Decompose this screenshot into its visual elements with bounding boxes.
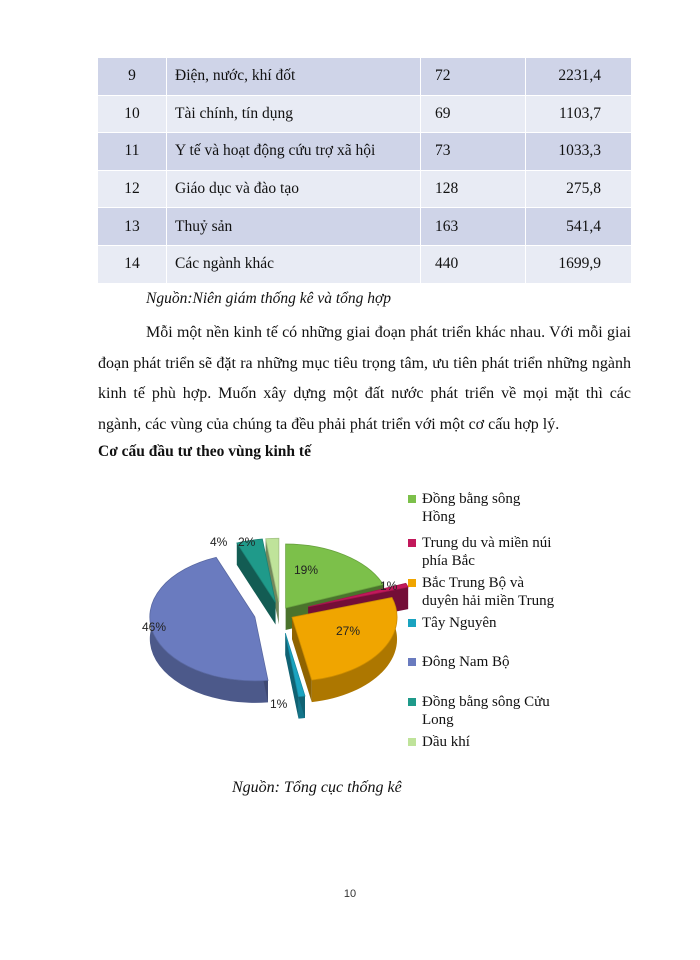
legend-item xyxy=(408,574,608,610)
row-count: 163 xyxy=(421,208,526,246)
row-number: 14 xyxy=(98,245,167,283)
legend-label-line: Bắc Trung Bộ và xyxy=(422,575,525,591)
legend-item xyxy=(408,693,608,729)
pie-data-label: 19% xyxy=(294,563,319,577)
legend-label xyxy=(422,733,470,751)
legend-swatch xyxy=(408,698,416,706)
legend-label-line: duyên hải miền Trung xyxy=(422,593,555,609)
legend-label-line: Tây Nguyên xyxy=(422,615,497,631)
row-value: 1033,3 xyxy=(526,133,632,171)
row-sector: Giáo dục và đào tạo xyxy=(167,170,421,208)
table-row xyxy=(98,208,631,246)
table-row xyxy=(98,170,631,208)
row-count: 128 xyxy=(421,170,526,208)
chart-source-note: Nguồn: Tổng cục thống kê xyxy=(232,779,402,796)
row-sector: Thuỷ sản xyxy=(167,208,421,246)
table-row xyxy=(98,58,631,95)
legend-label-line: Hồng xyxy=(422,509,456,525)
body-paragraph: Mỗi một nền kinh tế có những giai đoạn phát triển khác nhau. Với mỗi giai đoạn phát triển sẽ đặt ra những mục tiêu trọng tâm, ưu tiên phát triển những ngành kinh tế phù hợp. Muốn xây dựng một đất nước phát triển về mọi mặt thì các ngành, các vùng của chúng ta đều phải phát triển với một cơ cấu hợp lý. xyxy=(98,324,631,433)
row-value: 1699,9 xyxy=(526,245,632,283)
table-source-note: Nguồn:Niên giám thống kê và tổng hợp xyxy=(146,290,392,307)
legend-swatch xyxy=(408,495,416,503)
row-value: 1103,7 xyxy=(526,95,632,133)
table-row xyxy=(98,245,631,283)
legend-item xyxy=(408,490,608,526)
legend-swatch xyxy=(408,619,416,627)
row-number: 10 xyxy=(98,95,167,133)
row-sector: Các ngành khác xyxy=(167,245,421,283)
legend-label xyxy=(422,693,550,729)
row-count: 72 xyxy=(421,58,526,95)
legend-label-line: Long xyxy=(422,712,454,728)
row-number: 11 xyxy=(98,133,167,171)
row-value: 275,8 xyxy=(526,170,632,208)
legend-swatch xyxy=(408,658,416,666)
row-count: 440 xyxy=(421,245,526,283)
legend-label xyxy=(422,574,554,610)
legend-label-line: Trung du và miền núi xyxy=(422,535,552,551)
investment-table xyxy=(98,58,631,284)
legend-label xyxy=(422,614,497,632)
row-value: 2231,4 xyxy=(526,58,632,95)
legend-label xyxy=(422,534,551,570)
legend-item xyxy=(408,733,608,751)
row-sector: Y tế và hoạt động cứu trợ xã hội xyxy=(167,133,421,171)
legend-item xyxy=(408,534,608,570)
legend-label-line: phía Bắc xyxy=(422,553,475,569)
table-row xyxy=(98,133,631,171)
legend-swatch xyxy=(408,738,416,746)
row-value: 541,4 xyxy=(526,208,632,246)
legend-label-line: Dầu khí xyxy=(422,734,470,750)
pie-data-label: 1% xyxy=(270,697,288,711)
row-count: 69 xyxy=(421,95,526,133)
legend-item xyxy=(408,614,608,632)
legend-label-line: Đồng bằng sông Cửu xyxy=(422,694,550,710)
legend-label xyxy=(422,653,510,671)
row-number: 13 xyxy=(98,208,167,246)
legend-label xyxy=(422,490,520,526)
row-sector: Tài chính, tín dụng xyxy=(167,95,421,133)
row-sector: Điện, nước, khí đốt xyxy=(167,58,421,95)
chart-heading: Cơ cấu đầu tư theo vùng kinh tế xyxy=(98,443,311,460)
row-number: 9 xyxy=(98,58,167,95)
pie-data-label: 2% xyxy=(238,535,256,549)
legend-label-line: Đông Nam Bộ xyxy=(422,654,510,670)
pie-data-label: 46% xyxy=(142,620,167,634)
row-count: 73 xyxy=(421,133,526,171)
table-row xyxy=(98,95,631,133)
legend-swatch xyxy=(408,539,416,547)
legend-label-line: Đồng bằng sông xyxy=(422,491,521,507)
pie-data-label: 27% xyxy=(336,624,361,638)
pie-data-label: 4% xyxy=(210,535,228,549)
row-number: 12 xyxy=(98,170,167,208)
pie-data-label: 1% xyxy=(380,579,398,593)
legend-item xyxy=(408,653,608,671)
page-number: 10 xyxy=(343,888,357,900)
legend-swatch xyxy=(408,579,416,587)
